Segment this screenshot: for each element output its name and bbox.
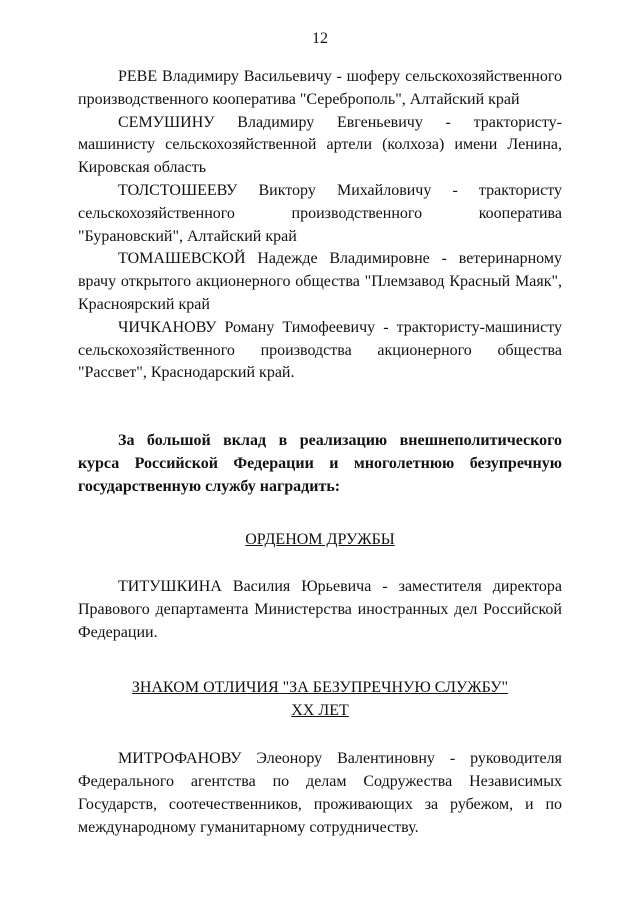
document-body bbox=[78, 66, 562, 840]
page-number: 12 bbox=[312, 30, 328, 47]
awardee-entry: ТОЛСТОШЕЕВУ Виктору Михайловичу - трактористу сельскохозяйственного производственного кооператива "Бурановский", Алтайский край bbox=[78, 181, 562, 245]
awardee-entry: ТОМАШЕВСКОЙ Надежде Владимировне - ветеринарному врачу открытого акционерного общества "Племзавод Красный Маяк", Красноярский край bbox=[78, 250, 562, 313]
awardee-entry: СЕМУШИНУ Владимиру Евгеньевичу - трактористу-машинисту сельскохозяйственной артели (колхоза) имени Ленина, Кировская область bbox=[78, 113, 562, 177]
badge-service-title-line-1: ЗНАКОМ ОТЛИЧИЯ "ЗА БЕЗУПРЕЧНУЮ СЛУЖБУ" bbox=[131, 678, 509, 696]
badge-service-awardee: МИТРОФАНОВУ Элеонору Валентиновну - руководителя Федерального агентства по делам Содружества Независимых Государств, соотечественников, проживающих за рубежом, и по международному гуманитарному сотрудничеству. bbox=[78, 750, 562, 836]
awardee-list bbox=[78, 66, 562, 385]
order-friendship-title: ОРДЕНОМ ДРУЖБЫ bbox=[245, 530, 395, 548]
badge-service-title-line-2: XX ЛЕТ bbox=[291, 701, 349, 719]
decree-heading: За большой вклад в реализацию внешнеполитического курса Российской Федерации и многолетнюю безупречную государственную службу наградить: bbox=[78, 432, 562, 495]
awardee-entry: ЧИЧКАНОВУ Роману Тимофеевичу - трактористу-машинисту сельскохозяйственного производства акционерного общества "Рассвет", Краснодарский край. bbox=[78, 318, 562, 382]
awardee-entry: РЕВЕ Владимиру Васильевичу - шоферу сельскохозяйственного производственного кооператива "Сереброполь", Алтайский край bbox=[78, 68, 562, 108]
order-friendship-awardee: ТИТУШКИНА Василия Юрьевича - заместителя директора Правового департамента Министерства иностранных дел Российской Федерации. bbox=[78, 578, 562, 641]
